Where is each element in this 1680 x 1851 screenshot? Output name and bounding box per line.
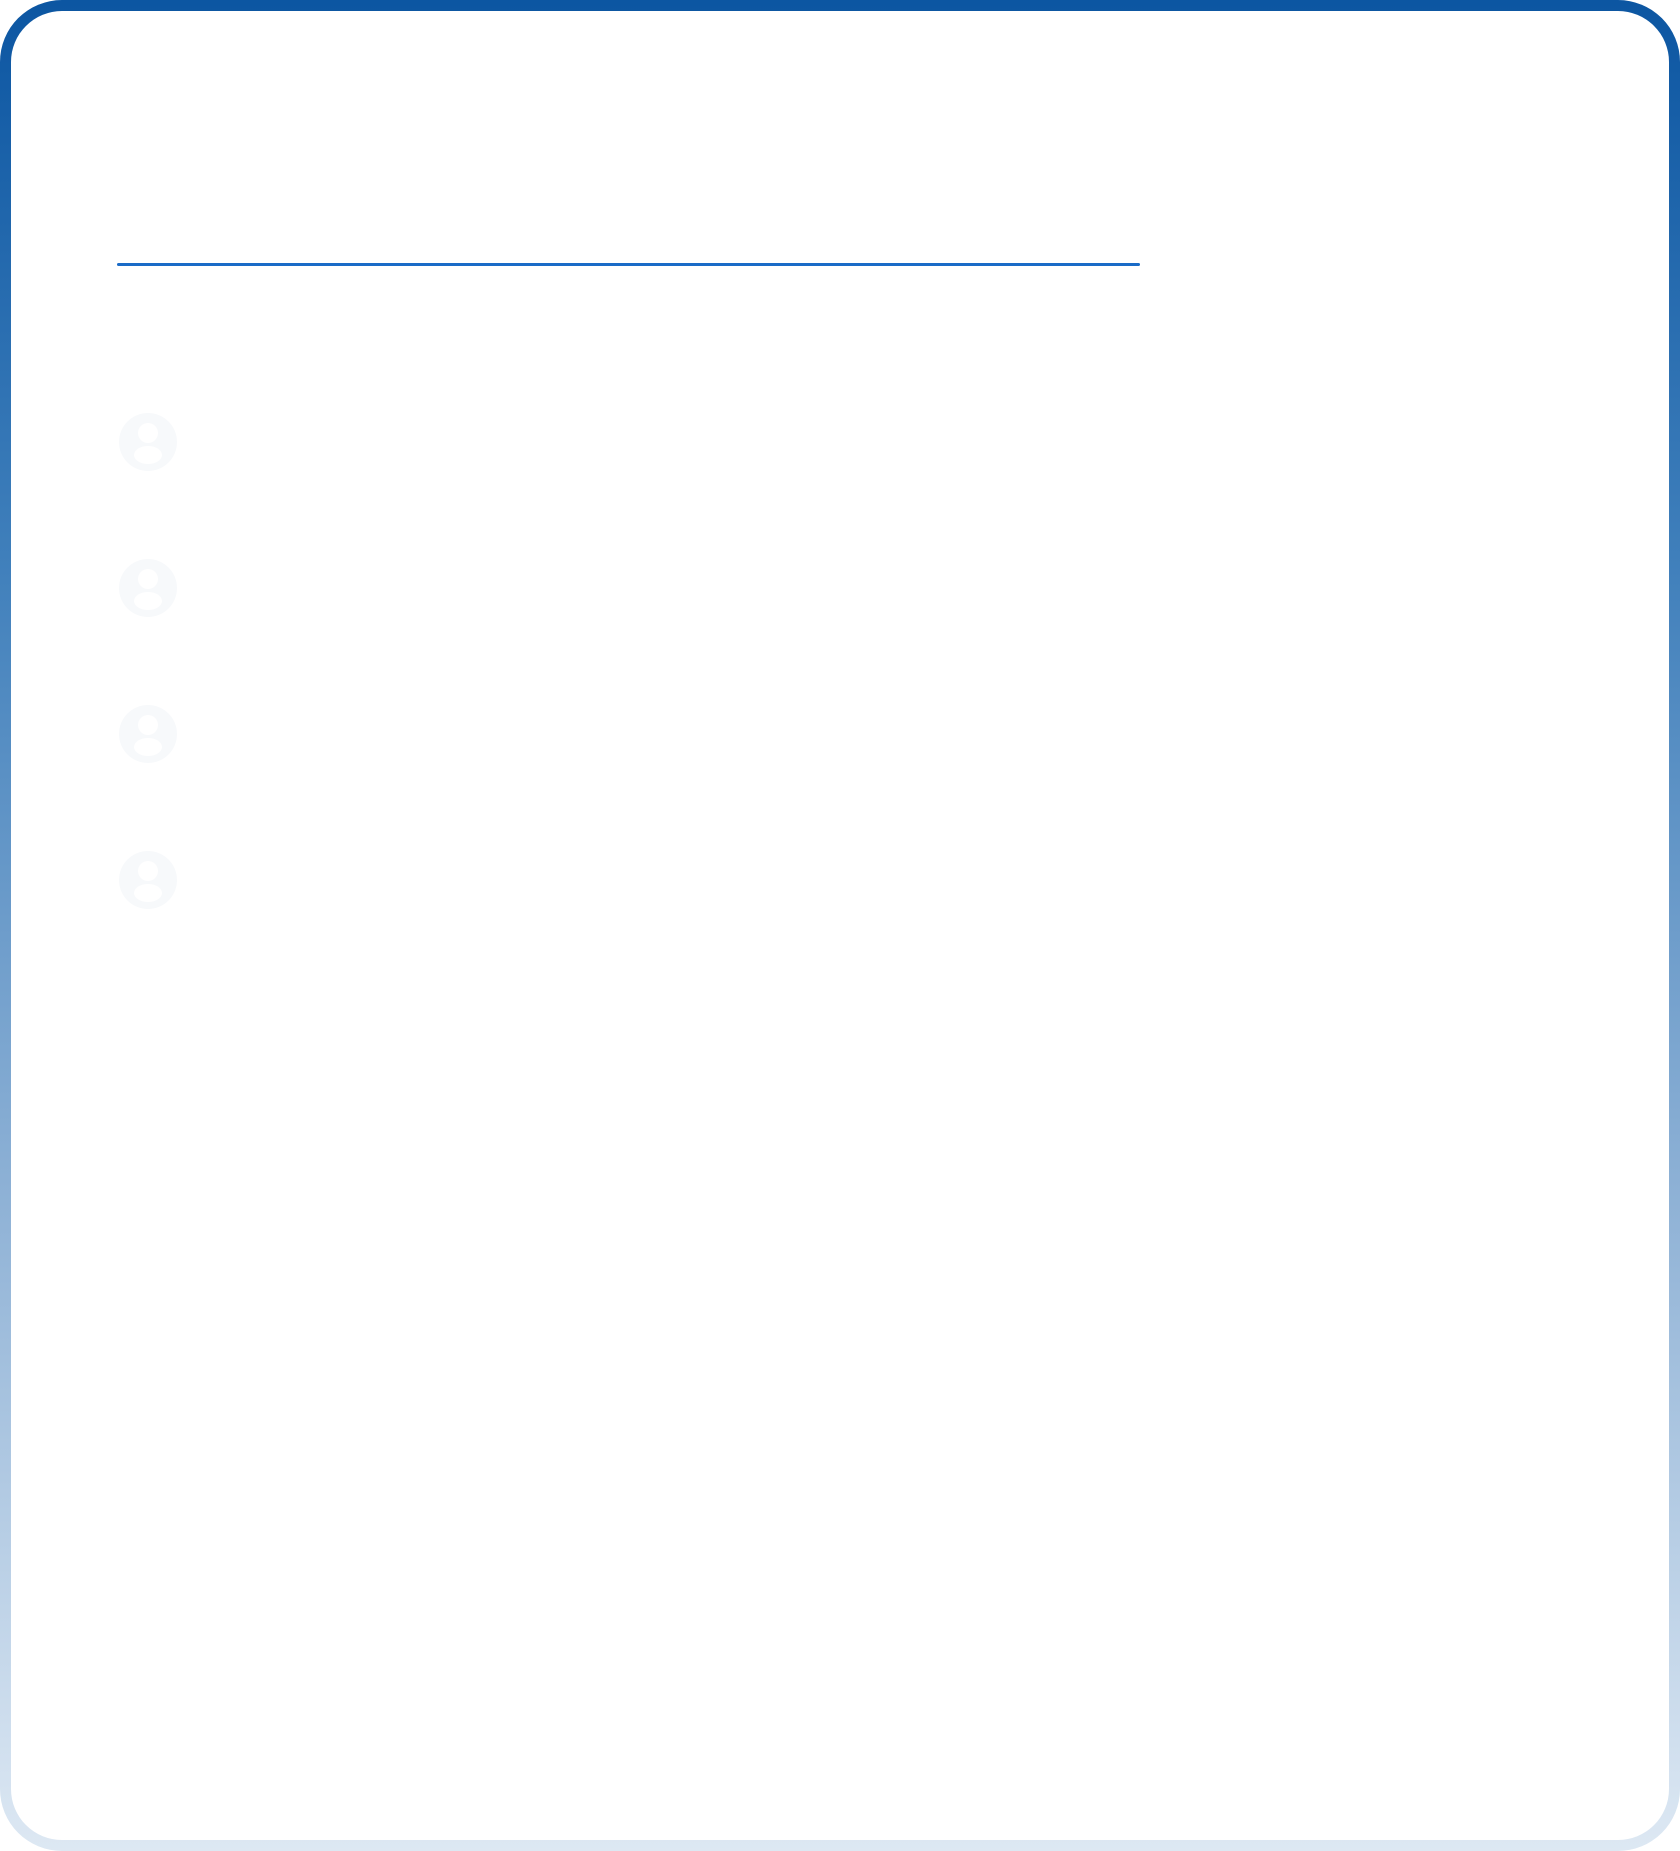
page-title: [117, 161, 1139, 221]
list-item: [117, 401, 1517, 547]
faded-circle-icon: [117, 411, 179, 473]
list-item: [117, 693, 1517, 839]
title-divider: [117, 263, 1140, 266]
item-list: [117, 401, 1517, 985]
card-body: [11, 11, 1669, 1840]
faded-circle-icon: [117, 557, 179, 619]
list-item: [117, 547, 1517, 693]
faded-circle-icon: [117, 849, 179, 911]
faded-circle-icon: [117, 703, 179, 765]
list-item: [117, 839, 1517, 985]
